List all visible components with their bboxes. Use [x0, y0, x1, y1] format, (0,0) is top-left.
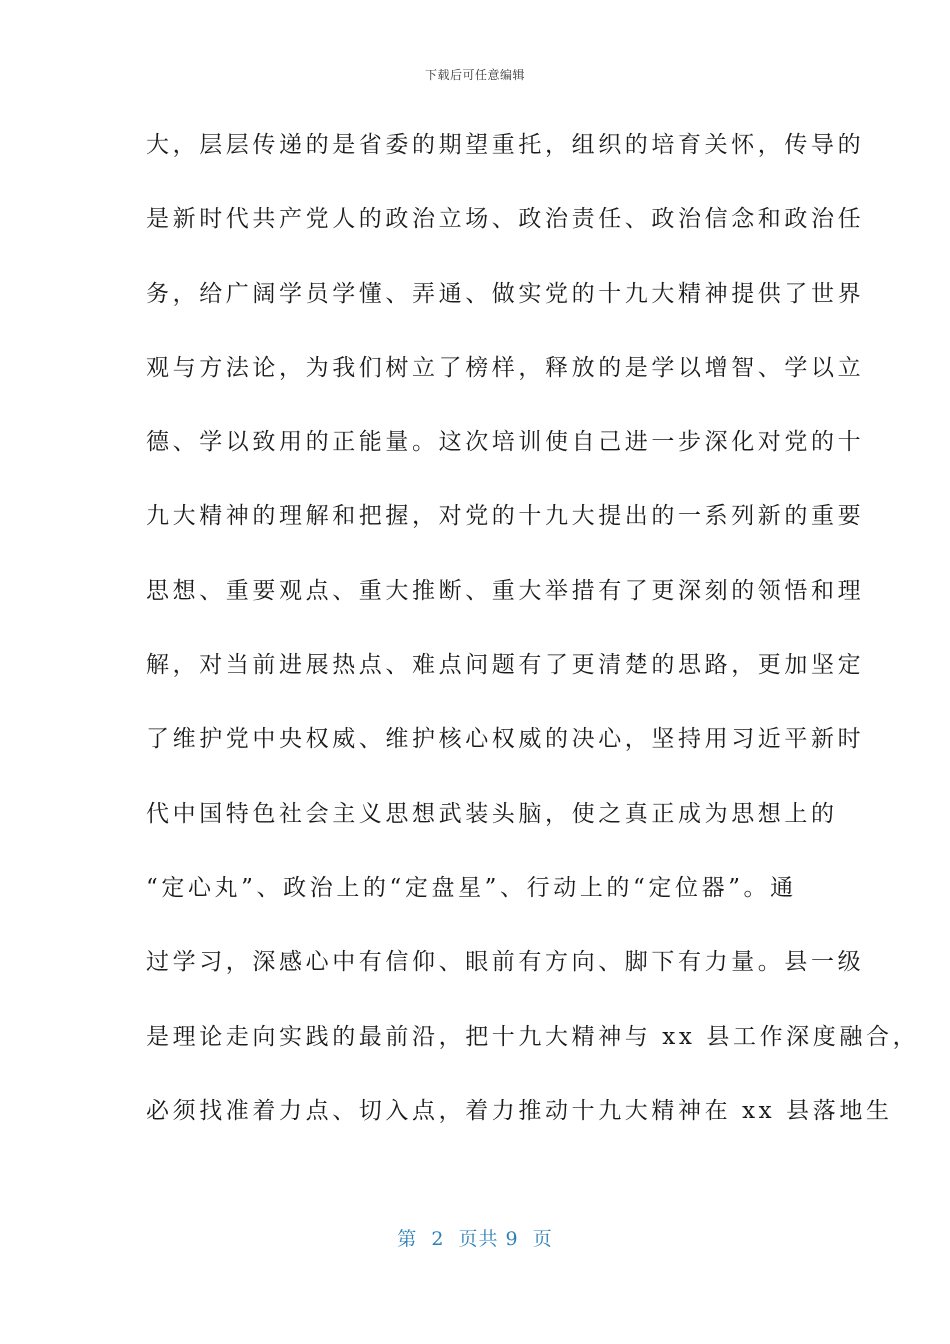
text-line: 九大精神的理解和把握，对党的十九大提出的一系列新的重要 — [146, 503, 865, 530]
text-line: 代中国特色社会主义思想武装头脑，使之真正成为思想上的 — [146, 800, 838, 827]
text-line: 解，对当前进展热点、难点问题有了更清楚的思路，更加坚定 — [146, 652, 865, 679]
text-line: 德、学以致用的正能量。这次培训使自己进一步深化对党的十 — [146, 429, 865, 456]
page-number-footer: 第 2 页共 9 页 — [397, 1228, 553, 1250]
text-line: “定心丸”、政治上的“定盘星”、行动上的“定位器”。通 — [146, 874, 797, 901]
text-line: 是新时代共产党人的政治立场、政治责任、政治信念和政治任 — [146, 206, 865, 233]
text-line: 必须找准着力点、切入点，着力推动十九大精神在 xx 县落地生 — [146, 1097, 893, 1124]
text-line: 了维护党中央权威、维护核心权威的决心，坚持用习近平新时 — [146, 726, 865, 753]
text-line: 思想、重要观点、重大推断、重大举措有了更深刻的领悟和理 — [146, 577, 865, 604]
text-line: 观与方法论，为我们树立了榜样，释放的是学以增智、学以立 — [146, 354, 865, 381]
page-header-note: 下载后可任意编辑 — [424, 68, 525, 82]
text-line: 大，层层传递的是省委的期望重托，组织的培育关怀，传导的 — [146, 132, 865, 158]
text-line: 过学习，深感心中有信仰、眼前有方向、脚下有力量。县一级 — [146, 949, 865, 976]
text-line: 务，给广阔学员学懂、弄通、做实党的十九大精神提供了世界 — [146, 280, 865, 307]
body-paragraph — [146, 128, 920, 1168]
text-line: 是理论走向实践的最前沿，把十九大精神与 xx 县工作深度融合， — [146, 1023, 920, 1050]
